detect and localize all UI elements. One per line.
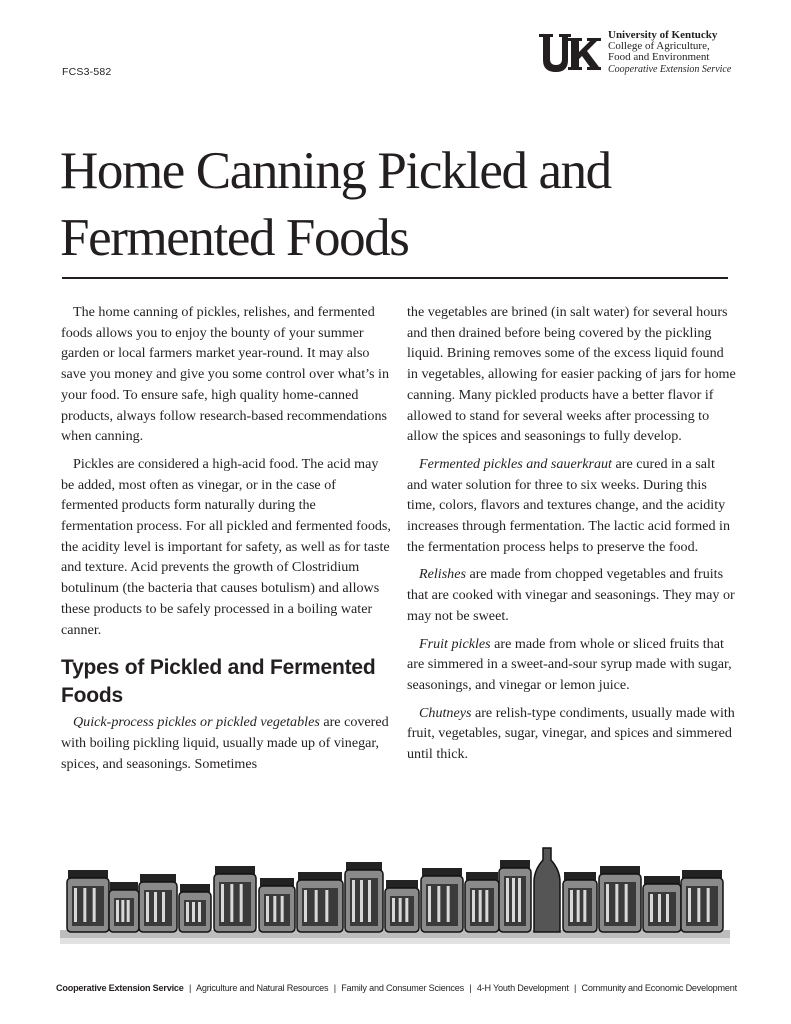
footer-separator: | — [469, 983, 472, 993]
footer-separator: | — [188, 983, 192, 993]
title-divider — [62, 277, 728, 279]
brining-paragraph: the vegetables are brined (in salt water) for several hours and then drained before being covered by the pickling liquid. Brining removes some of the excess liquid found in vegetables, allowing for easier packing of jars for home canning. Many pickled products have a better flavor if allowed to stand for several weeks after processing to allow the spices and seasonings to fully develop. — [407, 304, 736, 445]
footer-service: Cooperative Extension Service — [56, 983, 184, 993]
university-block — [608, 30, 758, 75]
canning-jars-illustration-icon — [60, 838, 730, 948]
term-fermented: Fermented pickles and sauerkraut — [419, 455, 612, 472]
term-fruit-pickles: Fruit pickles — [419, 635, 491, 652]
relishes-paragraph: Relishes are made from chopped vegetables and fruits that are cooked with vinegar and seasonings. They may or may not be sweet. — [407, 566, 735, 624]
footer-program-4: Community and Economic Development — [581, 983, 737, 993]
term-chutneys: Chutneys — [419, 704, 472, 721]
footer-program-1: Agriculture and Natural Resources — [195, 983, 329, 993]
quick-process-paragraph: Quick-process pickles or pickled vegetables are covered with boiling pickling liquid, usually made up of vinegar, spices, and seasonings. Sometimes — [61, 714, 389, 772]
extension-service: Cooperative Extension Service — [608, 64, 732, 75]
term-relishes: Relishes — [419, 566, 466, 583]
left-column — [61, 302, 391, 781]
right-column — [407, 302, 737, 772]
uk-logo-icon — [538, 32, 602, 76]
footer-separator: | — [574, 983, 577, 993]
college-line-2: Food and Environment — [608, 51, 710, 63]
title-line-2: Fermented Foods — [60, 209, 409, 267]
term-quick-process: Quick-process pickles or pickled vegetables — [73, 714, 320, 731]
university-name: University of Kentucky — [608, 29, 718, 41]
footer-program-3: 4-H Youth Development — [476, 983, 569, 993]
section-heading: Types of Pickled and Fermented Foods — [61, 656, 376, 708]
fermented-paragraph: Fermented pickles and sauerkraut are cured in a salt and water solution for three to six weeks. During this time, colors, flavors and textures change, and the acidity increases through fermentation. The lactic acid formed in the fermentation process helps to preserve the food. — [407, 455, 730, 555]
page-title — [60, 138, 740, 272]
fruit-pickles-paragraph: Fruit pickles are made from whole or sliced fruits that are simmered in a sweet-and-sour syrup made with sugar, seasonings, and vinegar or lemon juice. — [407, 635, 732, 693]
publication-code: FCS3-582 — [62, 66, 112, 78]
footer-program-2: Family and Consumer Sciences — [341, 983, 464, 993]
title-line-1: Home Canning Pickled and — [60, 142, 611, 200]
footer — [56, 983, 756, 993]
footer-separator: | — [333, 983, 336, 993]
college-line-1: College of Agriculture, — [608, 40, 710, 52]
intro-paragraph: The home canning of pickles, relishes, and fermented foods allows you to enjoy the bounty of your summer garden or local farmers market year-round. It may also save you money and give you some control over what’s in your food. To ensure safe, high quality home-canned products, always follow research-based recommendations when canning. — [61, 304, 390, 445]
acid-paragraph: Pickles are considered a high-acid food. The acid may be added, most often as vinegar, or in the case of fermented products form naturally during the fermentation process. For all pickled and fermented foods, the acidity level is important for safety, as well as for taste and texture. Acid prevents the growth of Clostridium botulinum (the bacteria that causes botulism) and allows these products to be safely processed in a boiling water canner. — [61, 455, 391, 638]
chutneys-paragraph: Chutneys are relish-type condiments, usually made with fruit, vegetables, sugar, vinegar, and spices and simmered until thick. — [407, 704, 735, 763]
